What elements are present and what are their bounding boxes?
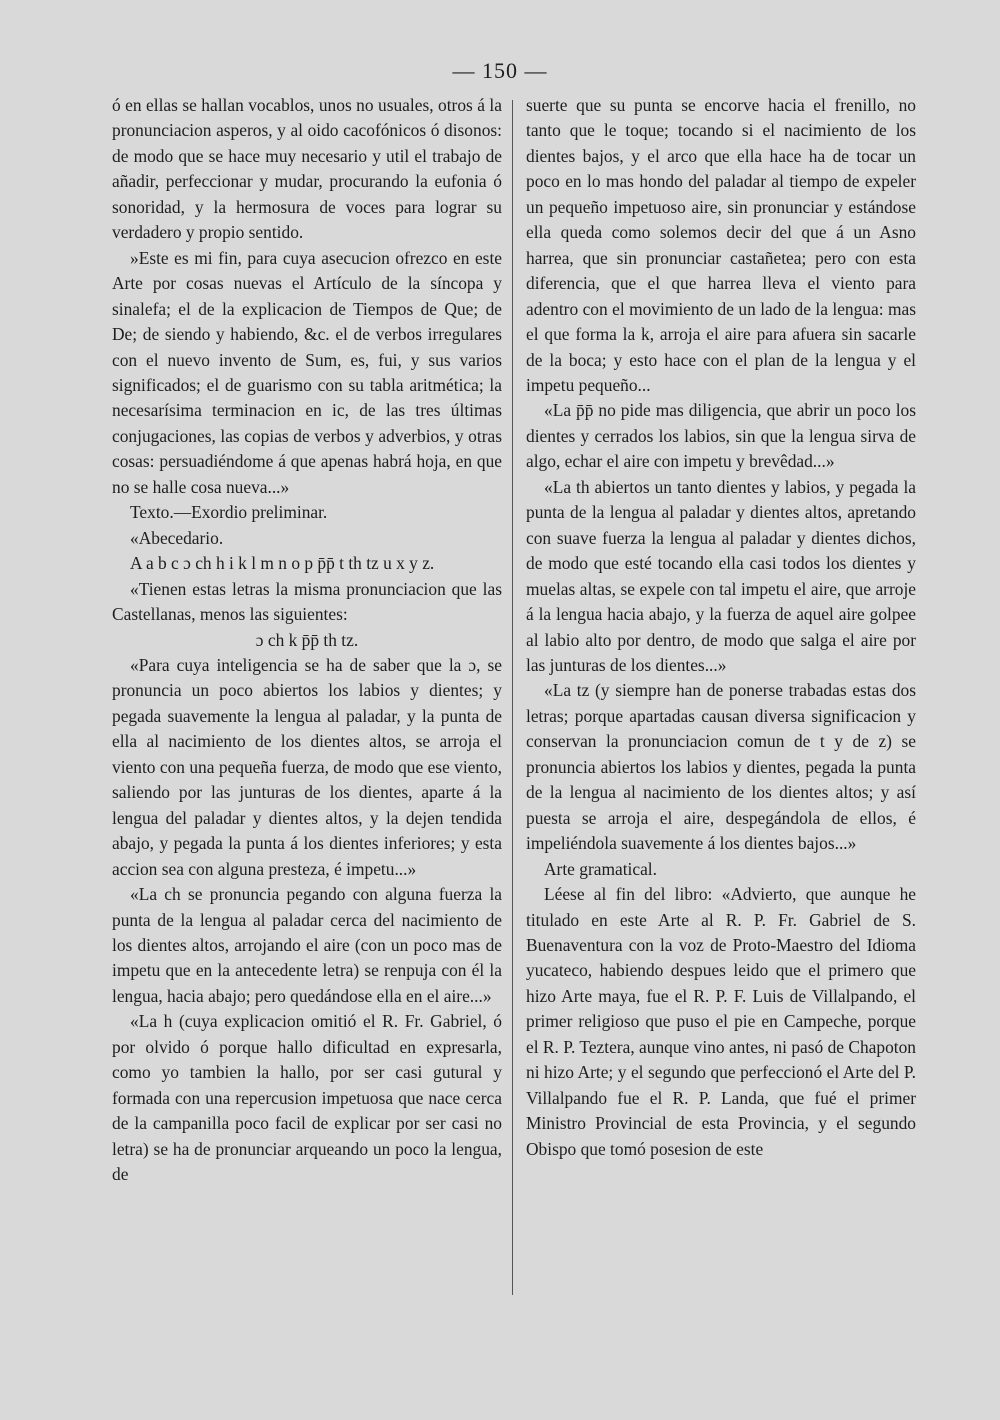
paragraph: «La tz (y siempre han de ponerse trabadas estas dos letras; porque apartadas causan diversa significacion y conservan la pronunciacion comun de t y de z) se pronuncia abiertos los labios y dientes, pegada la punta de la lengua al nacimiento de los dientes altos; y así puesta se arroja el aire, despegándola de ellos, é impeliéndola suavemente á los dientes bajos...» [526, 680, 916, 854]
paragraph: «La p̄p̄ no pide mas diligencia, que abrir un poco los dientes y cerrados los labios, sin que la lengua sirva de algo, echar el aire con impetu y brevêdad...» [526, 400, 916, 472]
page-number: — 150 — [452, 58, 548, 83]
column-divider [512, 100, 513, 1295]
paragraph: Léese al fin del libro: «Advierto, que aunque he titulado en este Arte al R. P. Fr. Gabriel de S. Buenaventura con la voz de Proto-Maestro del Idioma yucateco, habiendo despues leido que el primero que hizo Arte maya, fue el R. P. F. Luis de Villalpando, el primer religioso que puso el pie en Campeche, porque el R. P. Teztera, aunque vino antes, ni pasó de Chapoton ni hizo Arte; y el segundo que perfeccionó el Arte del P. Villalpando fue el R. P. Landa, que fué el primer Ministro Provincial de esta Provincia, y el segundo Obispo que tomó posesion de este [526, 884, 916, 1159]
paragraph: suerte que su punta se encorve hacia el frenillo, no tanto que le toque; tocando si el nacimiento de los dientes bajos, y el arco que ella hace ha de tocar un poco en lo mas hondo del paladar al tiempo de expeler un pequeño impetuoso aire, sin pronunciar y estándose ella queda como solemos decir del que á un Asno harrea, que sin pronunciar castañetea; pero con esta diferencia, que el que harrea lleva el viento para adentro con el movimiento de un lado de la lengua: mas el que forma la k, arroja el aire para afuera sin sacarle de la boca; y esto hace con el plan de la lengua y el impetu pequeño... [526, 95, 916, 395]
special-letters-line: ɔ ch k p̄p̄ th tz. [255, 629, 359, 650]
paragraph: «La h (cuya explicacion omitió el R. Fr. Gabriel, ó por olvido ó porque hallo dificultad en expresarla, como yo tambien la hallo, por ser casi gutural y formada con una repercusion impetuosa que nace cerca de la campanilla poco facil de explicar por ser casi no letra) se ha de pronunciar arqueando un poco la lengua, de [112, 1011, 502, 1185]
paragraph: «Abecedario. [130, 527, 224, 548]
right-text-column [526, 93, 916, 1162]
paragraph: «Para cuya inteligencia se ha de saber que la ɔ, se pronuncia un poco abiertos los labios y dientes; y pegada suavemente la lengua al paladar, y la punta de ella al nacimiento de los dientes altos, se arroja el viento con una pequeña fuerza, de modo que ese viento, saliendo por las junturas de los dientes, aparte á la lengua del paladar y dientes altos, y la dejen tendida abajo, y pegada la punta á los dientes inferiores; y esta accion sea con alguna presteza, é impetu...» [112, 654, 502, 879]
paragraph: »Este es mi fin, para cuya asecucion ofrezco en este Arte por cosas nuevas el Artículo de la síncopa y sinalefa; el de la explicacion de Tiempos de Que; de De; de siendo y habiendo, &c. el de verbos irregulares con el nuevo invento de Sum, es, fui, y sus varios significados; el de guarismo con su tabla aritmética; la necesarísima terminacion en ic, de las tres últimas conjugaciones, las copias de verbos y adverbios, y otras cosas: persuadiéndome á que apenas habrá hoja, en que no se halle cosa nueva...» [112, 247, 502, 497]
paragraph: «Tienen estas letras la misma pronunciacion que las Castellanas, menos las siguientes: [112, 578, 502, 625]
paragraph: ó en ellas se hallan vocablos, unos no usuales, otros á la pronunciacion asperos, y al oido cacofónicos ó disonos: de modo que se hace muy necesario y util el trabajo de añadir, perfeccionar y mudar, procurando la eufonia ó sonoridad, y la hermosura de voces para lograr su verdadero y propio sentido. [112, 95, 502, 243]
paragraph: «La th abiertos un tanto dientes y labios, y pegada la punta de la lengua al paladar y dientes altos, apretando con suave fuerza la lengua al paladar y dientes dichos, de modo que esté tocando ella casi todos los dientes y muelas altas, se expele con tal impetu el aire, que arroje á la lengua hacia abajo, y la fuerza de aquel aire golpee al labio alto por dentro, de modo que salga el aire por las junturas de los dientes...» [526, 476, 916, 675]
paragraph: Texto.—Exordio preliminar. [130, 502, 328, 523]
left-text-column [112, 93, 502, 1187]
alphabet-line: A a b c ɔ ch h i k l m n o p p̄p̄ t th tz u x y z. [130, 553, 435, 574]
section-heading: Arte gramatical. [544, 858, 657, 879]
paragraph: «La ch se pronuncia pegando con alguna fuerza la punta de la lengua al paladar cerca del nacimiento de los dientes altos, arrojando el aire (con un poco mas de impetu que en la antecedente letra) se renpuja con él la lengua, hacia abajo; pero quedándose ella en el aire...» [112, 884, 502, 1006]
